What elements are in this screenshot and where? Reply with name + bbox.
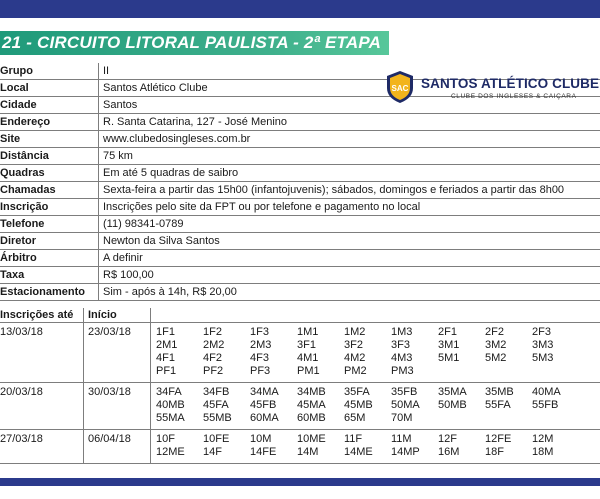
info-value: Santos	[103, 99, 138, 111]
info-value: Newton da Silva Santos	[103, 235, 220, 247]
category-code: 70M	[391, 412, 413, 424]
category-code: PM1	[297, 365, 320, 377]
info-row	[0, 131, 600, 148]
category-code: 10ME	[297, 433, 326, 445]
category-code: 3F1	[297, 339, 316, 351]
category-code: 34FB	[203, 386, 230, 398]
category-code: 34FA	[156, 386, 182, 398]
info-value: Sexta-feira a partir das 15h00 (infantojuvenis); sábados, domingos e feriados a partir das 8h00	[103, 184, 565, 196]
category-code: 35MB	[485, 386, 514, 398]
inscricoes-date: 20/03/18	[0, 386, 43, 398]
category-code: 12M	[532, 433, 554, 445]
inicio-date: 30/03/18	[88, 386, 131, 398]
category-code: 60MB	[297, 412, 326, 424]
category-code: 2F1	[438, 326, 457, 338]
category-code: 4F3	[250, 352, 269, 364]
category-code: 2F2	[485, 326, 504, 338]
category-code: 55FB	[532, 399, 559, 411]
category-code: 1F1	[156, 326, 175, 338]
category-code: 14F	[203, 446, 222, 458]
info-row	[0, 233, 600, 250]
category-code: 1M1	[297, 326, 319, 338]
inicio-date: 06/04/18	[88, 433, 131, 445]
category-code: 2M1	[156, 339, 178, 351]
category-code: 16M	[438, 446, 460, 458]
category-code: 12FE	[485, 433, 512, 445]
category-code: 12F	[438, 433, 457, 445]
category-code: 10F	[156, 433, 175, 445]
header-inscricoes: Inscrições até	[0, 309, 74, 321]
category-code: 45FA	[203, 399, 229, 411]
info-label: Telefone	[0, 218, 45, 230]
header-inicio: Início	[88, 309, 117, 321]
info-label: Quadras	[0, 167, 45, 179]
info-label: Cidade	[0, 99, 37, 111]
info-label: Chamadas	[0, 184, 56, 196]
bottom-decorative-bar	[0, 478, 600, 486]
category-code: 14FE	[250, 446, 277, 458]
info-label: Taxa	[0, 269, 25, 281]
info-label: Site	[0, 133, 21, 145]
category-code: 1M3	[391, 326, 413, 338]
category-code: 18F	[485, 446, 504, 458]
category-code: 2M2	[203, 339, 225, 351]
inscricoes-date: 27/03/18	[0, 433, 43, 445]
category-code: 14MP	[391, 446, 420, 458]
category-code: 1F3	[250, 326, 269, 338]
category-code: 3M2	[485, 339, 507, 351]
info-row	[0, 216, 600, 233]
category-list	[156, 433, 596, 459]
club-shield-icon	[385, 70, 415, 104]
category-code: 40MA	[532, 386, 561, 398]
category-code: 18M	[532, 446, 554, 458]
category-code: 5M3	[532, 352, 554, 364]
club-subtitle: CLUBE DOS INGLESES & CAIÇARA	[451, 93, 577, 100]
info-row	[0, 199, 600, 216]
info-value: Em até 5 quadras de saibro	[103, 167, 239, 179]
info-row	[0, 267, 600, 284]
category-code: 65M	[344, 412, 366, 424]
schedule-row	[0, 383, 600, 430]
page-title: 21 - CIRCUITO LITORAL PAULISTA - 2ª ETAPA	[0, 31, 389, 55]
category-code: 5M1	[438, 352, 460, 364]
category-code: 14ME	[344, 446, 373, 458]
info-row	[0, 284, 600, 301]
info-value: R$ 100,00	[103, 269, 154, 281]
category-code: 3M1	[438, 339, 460, 351]
category-list	[156, 326, 596, 378]
category-code: 4F1	[156, 352, 175, 364]
category-code: 5M2	[485, 352, 507, 364]
category-code: 34MB	[297, 386, 326, 398]
info-value: A definir	[103, 252, 143, 264]
category-code: 45MA	[297, 399, 326, 411]
category-code: PM3	[391, 365, 414, 377]
info-value[interactable]: www.clubedosingleses.com.br	[103, 133, 251, 145]
category-code: 60MA	[250, 412, 279, 424]
info-row	[0, 114, 600, 131]
info-label: Árbitro	[0, 252, 37, 264]
category-code: PF3	[250, 365, 271, 377]
schedule-body	[0, 323, 600, 464]
category-code: 50MA	[391, 399, 420, 411]
category-code: 12ME	[156, 446, 185, 458]
category-list	[156, 386, 596, 425]
category-code: 2M3	[250, 339, 272, 351]
inscricoes-date: 13/03/18	[0, 326, 43, 338]
category-code: 11F	[344, 433, 363, 445]
category-code: 35MA	[438, 386, 467, 398]
schedule-row	[0, 430, 600, 464]
category-code: PF1	[156, 365, 177, 377]
info-value: Santos Atlético Clube	[103, 82, 208, 94]
info-value: 75 km	[103, 150, 133, 162]
info-value: II	[103, 65, 110, 77]
category-code: 35FA	[344, 386, 370, 398]
category-code: 14M	[297, 446, 319, 458]
club-logo	[385, 70, 600, 106]
category-code: 3F3	[391, 339, 410, 351]
category-code: 55MB	[203, 412, 232, 424]
info-value: (11) 98341-0789	[103, 218, 184, 230]
info-label: Local	[0, 82, 29, 94]
category-code: 11M	[391, 433, 412, 445]
info-value: R. Santa Catarina, 127 - José Menino	[103, 116, 288, 128]
category-code: 40MB	[156, 399, 185, 411]
info-label: Estacionamento	[0, 286, 85, 298]
category-code: 55FA	[485, 399, 511, 411]
category-code: 4M3	[391, 352, 413, 364]
category-code: 3M3	[532, 339, 554, 351]
schedule-row	[0, 323, 600, 383]
info-value: Sim - após à 14h, R$ 20,00	[103, 286, 237, 298]
category-code: 35FB	[391, 386, 418, 398]
info-row	[0, 148, 600, 165]
schedule-table	[0, 308, 600, 464]
category-code: 45FB	[250, 399, 277, 411]
category-code: 10M	[250, 433, 272, 445]
category-code: 4F2	[203, 352, 222, 364]
category-code: 3F2	[344, 339, 363, 351]
info-label: Inscrição	[0, 201, 49, 213]
category-code: 2F3	[532, 326, 551, 338]
category-code: 10FE	[203, 433, 230, 445]
category-code: 34MA	[250, 386, 279, 398]
category-code: 4M2	[344, 352, 366, 364]
schedule-header	[0, 308, 600, 323]
category-code: 45MB	[344, 399, 373, 411]
info-row	[0, 165, 600, 182]
club-name: SANTOS ATLÉTICO CLUBE	[421, 76, 600, 91]
category-code: 50MB	[438, 399, 467, 411]
top-decorative-bar	[0, 0, 600, 18]
info-label: Distância	[0, 150, 49, 162]
info-label: Endereço	[0, 116, 51, 128]
info-label: Grupo	[0, 65, 33, 77]
inicio-date: 23/03/18	[88, 326, 131, 338]
info-row	[0, 250, 600, 267]
category-code: 1M2	[344, 326, 366, 338]
category-code: 1F2	[203, 326, 222, 338]
category-code: 55MA	[156, 412, 185, 424]
info-label: Diretor	[0, 235, 37, 247]
info-row	[0, 182, 600, 199]
category-code: PM2	[344, 365, 367, 377]
club-badge-text: SAC	[391, 84, 409, 93]
category-code: PF2	[203, 365, 224, 377]
category-code: 4M1	[297, 352, 319, 364]
info-value: Inscrições pelo site da FPT ou por telefone e pagamento no local	[103, 201, 421, 213]
